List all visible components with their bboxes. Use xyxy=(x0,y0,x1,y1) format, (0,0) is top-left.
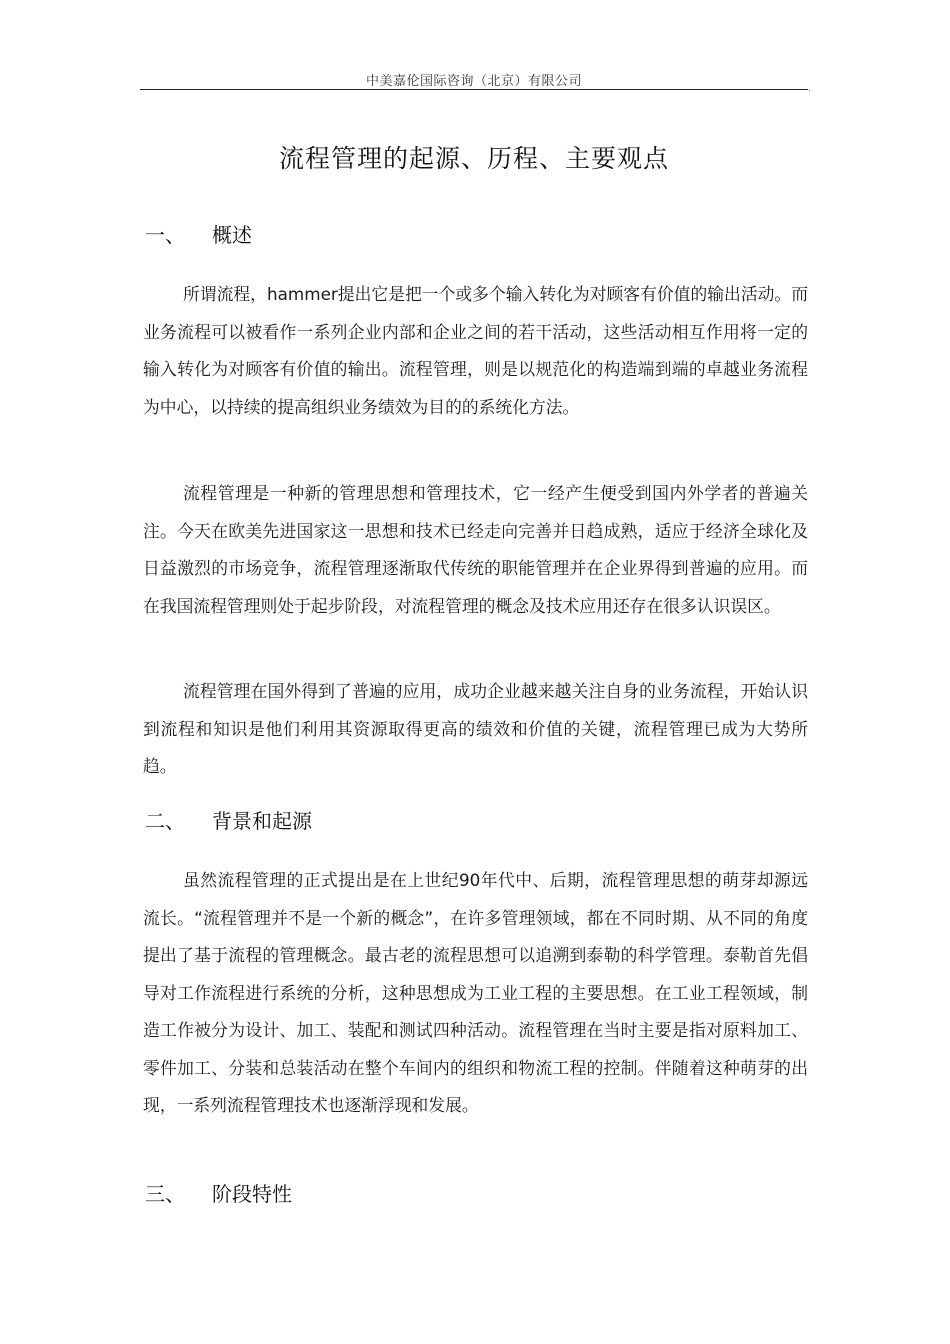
paragraph: 流程管理在国外得到了普遍的应用，成功企业越来越关注自身的业务流程，开始认识到流程和知识是他们利用其资源取得更高的绩效和价值的关键，流程管理已成为大势所趋。 xyxy=(143,681,808,776)
section-title: 背景和起源 xyxy=(212,809,312,833)
paragraph: 所谓流程，hammer提出它是把一个或多个输入转化为对顾客有价值的输出活动。而业务流程可以被看作一系列企业内部和企业之间的若干活动，这些活动相互作用将一定的输入转化为对顾客有价值的输出。流程管理，则是以规范化的构造端到端的卓越业务流程为中心，以持续的提高组织业务绩效为目的的系统化方法。 xyxy=(143,284,808,417)
section-number: 二、 xyxy=(145,809,185,833)
page-header: 中美嘉伦国际咨询（北京）有限公司 xyxy=(365,74,582,89)
section-heading-background xyxy=(145,805,312,834)
section-number: 三、 xyxy=(145,1182,185,1206)
section-title: 概述 xyxy=(212,223,252,247)
section-number: 一、 xyxy=(145,223,185,247)
header-divider xyxy=(140,89,808,90)
header-mark: . xyxy=(808,84,811,94)
paragraph: 虽然流程管理的正式提出是在上世纪90年代中、后期，流程管理思想的萌芽却源远流长。“流程管理并不是一个新的概念”，在许多管理领域，都在不同时期、从不同的角度提出了基于流程的管理概念。最古老的流程思想可以追溯到泰勒的科学管理。泰勒首先倡导对工作流程进行系统的分析，这种思想成为工业工程的主要思想。在工业工程领域，制造工作被分为设计、加工、装配和测试四种活动。流程管理在当时主要是指对原料加工、零件加工、分装和总装活动在整个车间内的组织和物流工程的控制。伴随着这种萌芽的出现，一系列流程管理技术也逐渐浮现和发展。 xyxy=(143,870,808,1115)
section-heading-stages xyxy=(145,1178,292,1207)
section-heading-overview xyxy=(145,219,252,248)
document-title: 流程管理的起源、历程、主要观点 xyxy=(278,144,669,173)
paragraph: 流程管理是一种新的管理思想和管理技术，它一经产生便受到国内外学者的普遍关注。今天在欧美先进国家这一思想和技术已经走向完善并日趋成熟，适应于经济全球化及日益激烈的市场竞争，流程管理逐渐取代传统的职能管理并在企业界得到普遍的应用。而在我国流程管理则处于起步阶段，对流程管理的概念及技术应用还存在很多认识误区。 xyxy=(143,483,808,616)
section-title: 阶段特性 xyxy=(212,1182,292,1206)
